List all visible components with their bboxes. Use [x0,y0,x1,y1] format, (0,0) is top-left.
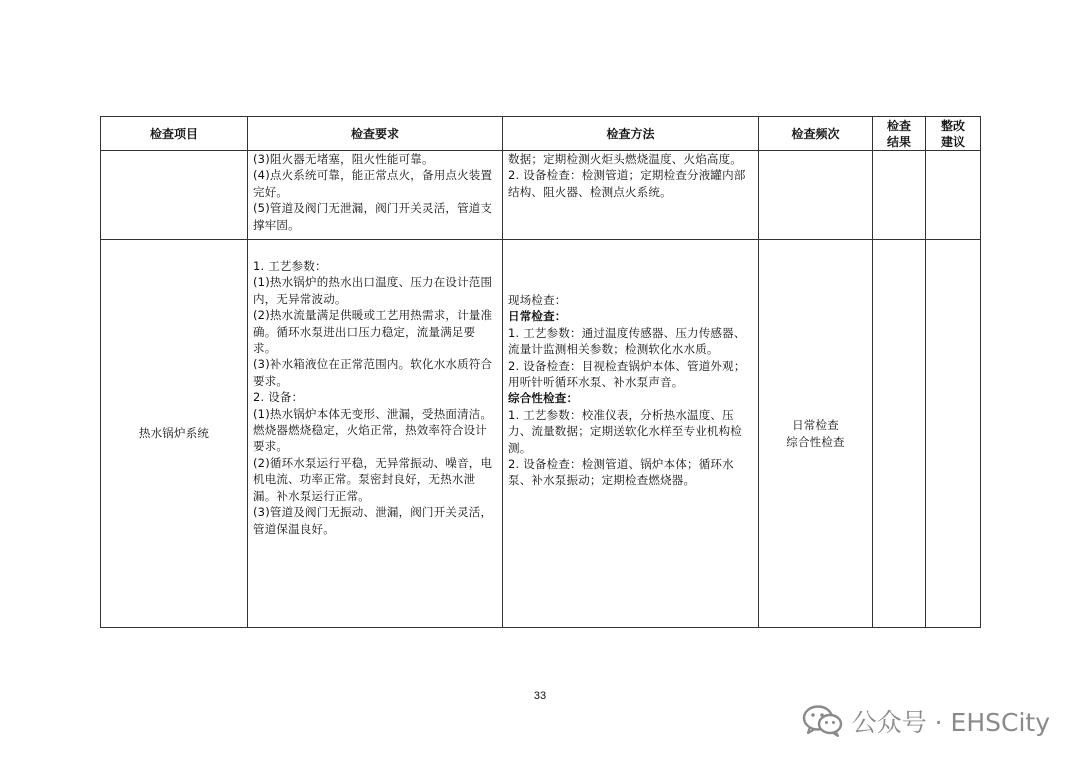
method-subheading: 综合性检查： [508,391,579,406]
method-line: 1. 工艺参数：通过温度传感器、压力传感器、流量计监测相关参数；检测软化水水质。 [508,325,746,357]
table-row [101,151,981,240]
header-item: 检查项目 [101,117,248,151]
cell-requirements: (3)阻火器无堵塞，阻火性能可靠。 (4)点火系统可靠，能正常点火，备用点火装置完好。 (5)管道及阀门无泄漏，阀门开关灵活，管道支撑牢固。 [248,151,503,240]
inspection-table [100,116,981,628]
header-methods: 检查方法 [503,117,759,151]
method-line: 2. 设备检查：检测管道、锅炉本体；循环水泵、补水泵振动；定期检查燃烧器。 [508,457,734,488]
table-row [101,240,981,628]
method-line: 数据；定期检测火炬头燃烧温度、火焰高度。 [508,152,742,166]
method-line: 2. 设备检查：检测管道；定期检查分液罐内部结构、阻火器、检测点火系统。 [508,168,746,199]
method-line: 2. 设备检查：目视检查锅炉本体、管道外观；用听针听循环水泵、补水泵声音。 [508,358,746,390]
watermark [802,703,1050,739]
cell-suggestion [926,240,981,628]
header-requirements: 检查要求 [248,117,503,151]
page-number: 33 [533,690,547,702]
cell-requirements: 1. 工艺参数： (1)热水锅炉的热水出口温度、压力在设计范围内，无异常波动。 (2)热水流量满足供暖或工艺用热需求，计量准确。循环水泵进出口压力稳定，流量满足要求。 (3)补水箱液位在正常范围内。软化水水质符合要求。 2. 设备： (1)热水锅炉本体无变形、泄漏，受热面清洁。燃烧器燃烧稳定，火焰正常，热效率符合设计要求。 (2)循环水泵运行平稳，无异常振动、噪音，电机电流、功率正常。泵密封良好，无热水泄漏。补水泵运行正常。 (3)管道及阀门无振动、泄漏，阀门开关灵活，管道保温良好。 [248,240,503,628]
watermark-text: 公众号 · EHSCity [851,708,1050,737]
header-result: 检查 结果 [873,117,926,151]
cell-item [101,151,248,240]
table-header-row [101,117,981,151]
cell-frequency: 日常检查 综合性检查 [759,240,873,628]
wechat-icon [802,704,844,738]
header-frequency: 检查频次 [759,117,873,151]
cell-frequency [759,151,873,240]
cell-result [873,240,926,628]
header-suggestion: 整改 建议 [926,117,981,151]
method-subheading: 日常检查： [508,309,567,324]
method-line: 1. 工艺参数：校准仪表，分析热水温度、压力、流量数据；定期送软化水样至专业机构检测。 [508,407,742,455]
cell-item: 热水锅炉系统 [101,240,248,628]
cell-methods [503,151,759,240]
cell-suggestion [926,151,981,240]
cell-methods [503,240,759,628]
method-line: 现场检查： [508,293,567,307]
cell-result [873,151,926,240]
